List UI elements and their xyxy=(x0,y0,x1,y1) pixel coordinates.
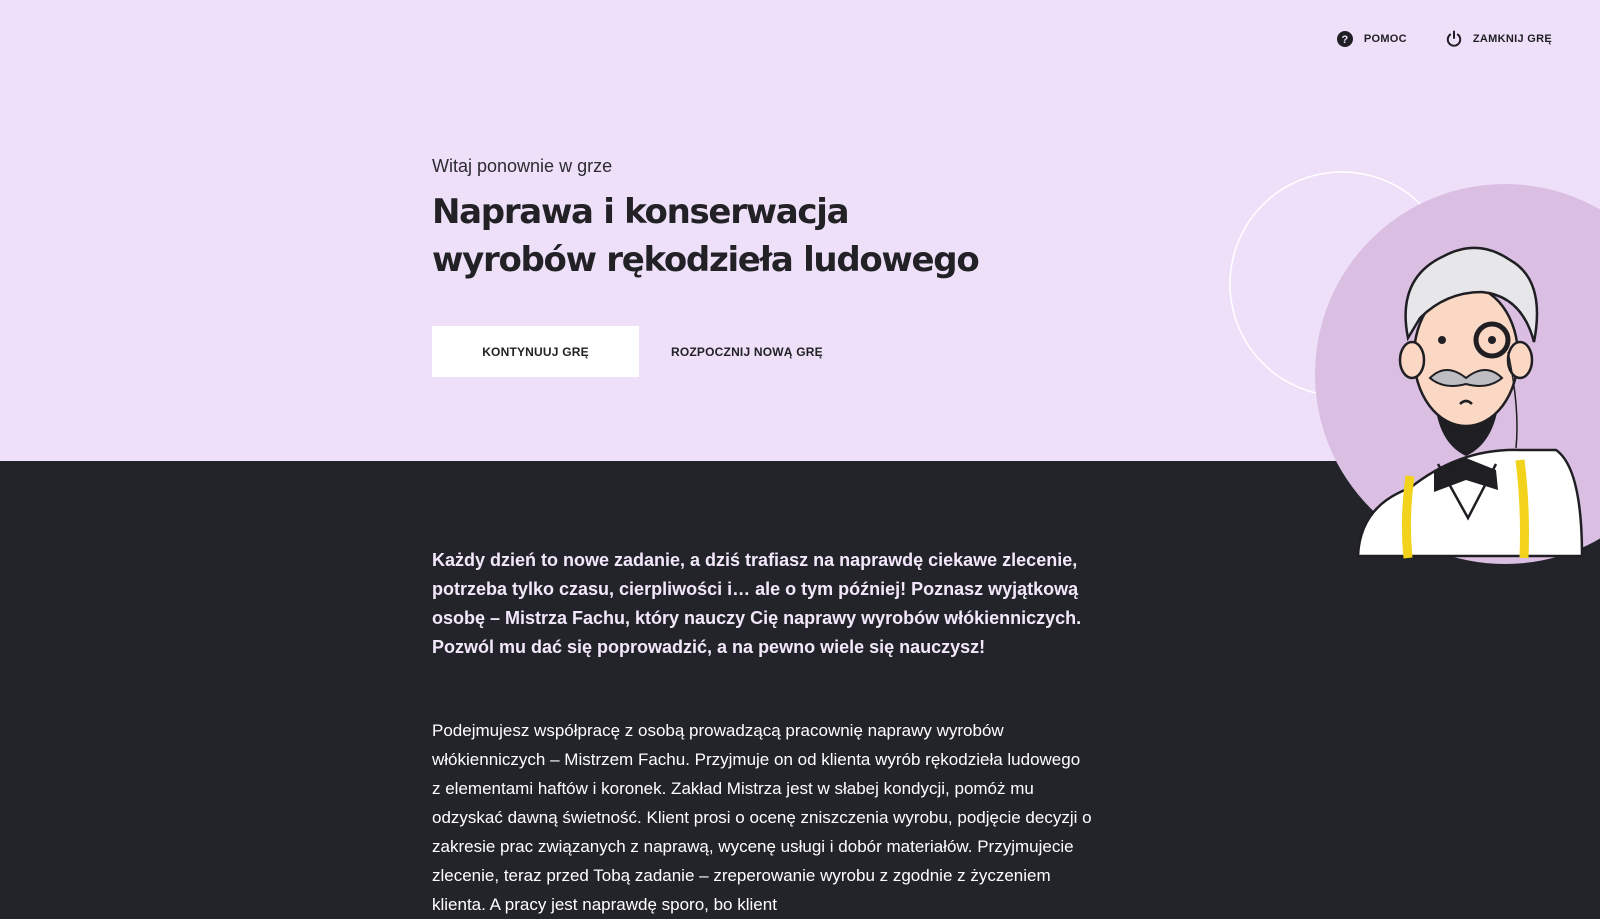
new-game-button[interactable]: ROZPOCZNIJ NOWĄ GRĘ xyxy=(655,326,839,377)
intro-body: Podejmujesz współpracę z osobą prowadzącą pracownię naprawy wyrobów włókienniczych – Mistrzem Fachu. Przyjmuje on od klienta wyrób rękodzieła ludowego z elementami haftów i koronek. Zakład Mistrza jest w słabej kondycji, pomóż mu odzyskać dawną świetność. Klient prosi o ocenę zniszczenia wyrobu, podjęcie decyzji o zakresie prac związanych z naprawą, wycenę usługi i dobór materiałów. Przyjmujecie zlecenie, teraz przed Tobą zadanie – zreperowanie wyrobu z zgodnie z życzeniem klienta. A pracy jest naprawdę sporo, bo klient xyxy=(432,721,1092,914)
help-circle-icon xyxy=(1336,30,1354,48)
top-bar xyxy=(1336,30,1552,48)
page-title: Naprawa i konserwacja wyrobów rękodzieła ludowego xyxy=(432,192,979,280)
close-game-label: ZAMKNIJ GRĘ xyxy=(1472,33,1552,45)
help-label: POMOC xyxy=(1363,33,1407,45)
intro-lead: Każdy dzień to nowe zadanie, a dziś trafiasz na naprawdę ciekawe zlecenie, potrzeba tylko czasu, cierpliwości i… ale o tym później! Poznasz wyjątkową osobę – Mistrza Fachu, który nauczy Cię naprawy wyrobów włókienniczych. Pozwól mu dać się poprowadzić, a na pewno wiele się nauczysz! xyxy=(432,550,1082,657)
power-icon xyxy=(1445,30,1463,48)
close-game-button[interactable] xyxy=(1445,30,1552,48)
continue-game-button[interactable]: KONTYNUUJ GRĘ xyxy=(432,326,639,377)
greeting-text: Witaj ponownie w grze xyxy=(432,156,613,176)
master-illustration xyxy=(1220,168,1600,588)
svg-text:?: ? xyxy=(1341,34,1349,46)
help-button[interactable] xyxy=(1336,30,1407,48)
